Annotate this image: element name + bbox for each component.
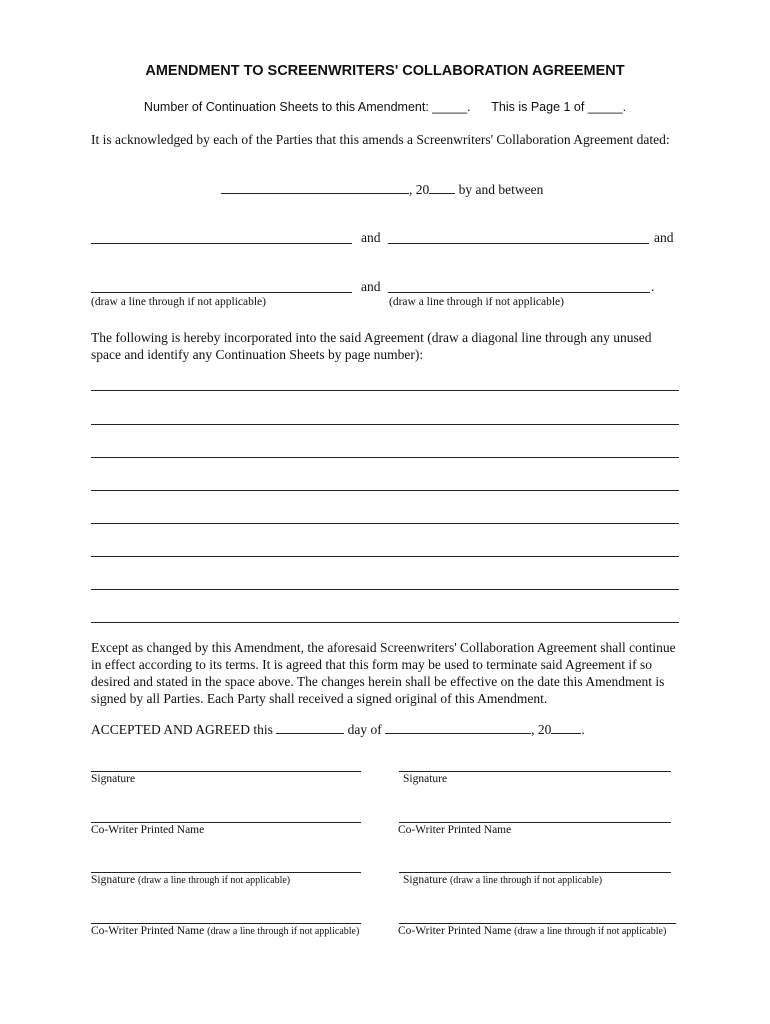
party-4-not-applicable-note: (draw a line through if not applicable) <box>389 296 564 308</box>
agreement-year-field[interactable] <box>429 180 455 194</box>
amendment-text-line[interactable] <box>91 622 679 623</box>
party-3-field[interactable] <box>91 292 352 293</box>
party-3-not-applicable-note: (draw a line through if not applicable) <box>91 296 266 308</box>
signature-label-2: Signature <box>403 773 448 785</box>
amendment-text-line[interactable] <box>91 457 679 458</box>
printed-name-label-3: Co-Writer Printed Name (draw a line through if not applicable) <box>91 925 360 937</box>
amendment-text-line[interactable] <box>91 390 679 391</box>
party-4-field[interactable] <box>388 292 650 293</box>
accepted-year-field[interactable] <box>551 720 581 734</box>
accepted-day-field[interactable] <box>276 720 344 734</box>
amendment-text-line[interactable] <box>91 589 679 590</box>
amendment-text-line[interactable] <box>91 523 679 524</box>
signature-label-3: Signature (draw a line through if not applicable) <box>91 874 291 886</box>
agreement-date-line: , 20 by and between <box>221 180 543 198</box>
party-2-field[interactable] <box>388 243 649 244</box>
closing-paragraph: Except as changed by this Amendment, the aforesaid Screenwriters' Collaboration Agreement shall continue in effect according to its terms. It is agreed that this form may be used to terminate said Agreement if so desired and stated in the space above. The changes herein shall be effective on the date this Amendment is signed by all Parties. Each Party shall received a signed original of this Amendment. <box>91 640 676 706</box>
printed-name-label-4: Co-Writer Printed Name (draw a line through if not applicable) <box>398 925 667 937</box>
incorporated-paragraph: The following is hereby incorporated into the said Agreement (draw a diagonal line through any unused space and identify any Continuation Sheets by page number): <box>91 330 652 362</box>
printed-name-label-1: Co-Writer Printed Name <box>91 824 205 836</box>
signature-line-1[interactable] <box>91 771 361 772</box>
printed-name-line-1[interactable] <box>91 822 361 823</box>
intro-paragraph: It is acknowledged by each of the Parties that this amends a Screenwriters' Collaboration Agreement dated: <box>91 132 670 147</box>
document-title: AMENDMENT TO SCREENWRITERS' COLLABORATION AGREEMENT <box>145 63 625 79</box>
amendment-text-line[interactable] <box>91 556 679 557</box>
accepted-and-agreed-line: ACCEPTED AND AGREED this day of , 20 . <box>91 722 585 737</box>
printed-name-line-4[interactable] <box>399 923 676 924</box>
continuation-count-text: Number of Continuation Sheets to this Amendment: _____. <box>143 100 471 114</box>
and-label-3: and <box>361 279 381 294</box>
signature-line-4[interactable] <box>399 872 671 873</box>
agreement-date-field[interactable] <box>221 180 409 194</box>
by-and-between-text: by and between <box>458 182 544 197</box>
amendment-text-line[interactable] <box>91 424 679 425</box>
party-1-field[interactable] <box>91 243 352 244</box>
printed-name-line-2[interactable] <box>399 822 671 823</box>
printed-name-line-3[interactable] <box>91 923 361 924</box>
continuation-sheet-info <box>0 100 770 114</box>
accepted-month-field[interactable] <box>385 720 531 734</box>
and-label-1: and <box>361 230 381 245</box>
page-count-text: This is Page 1 of _____. <box>491 100 627 114</box>
and-label-2: and <box>654 230 674 245</box>
signature-label-1: Signature <box>91 773 136 785</box>
signature-line-2[interactable] <box>399 771 671 772</box>
party-line-period: . <box>651 279 655 294</box>
signature-line-3[interactable] <box>91 872 361 873</box>
printed-name-label-2: Co-Writer Printed Name <box>398 824 512 836</box>
amendment-text-line[interactable] <box>91 490 679 491</box>
signature-label-4: Signature (draw a line through if not applicable) <box>403 874 603 886</box>
